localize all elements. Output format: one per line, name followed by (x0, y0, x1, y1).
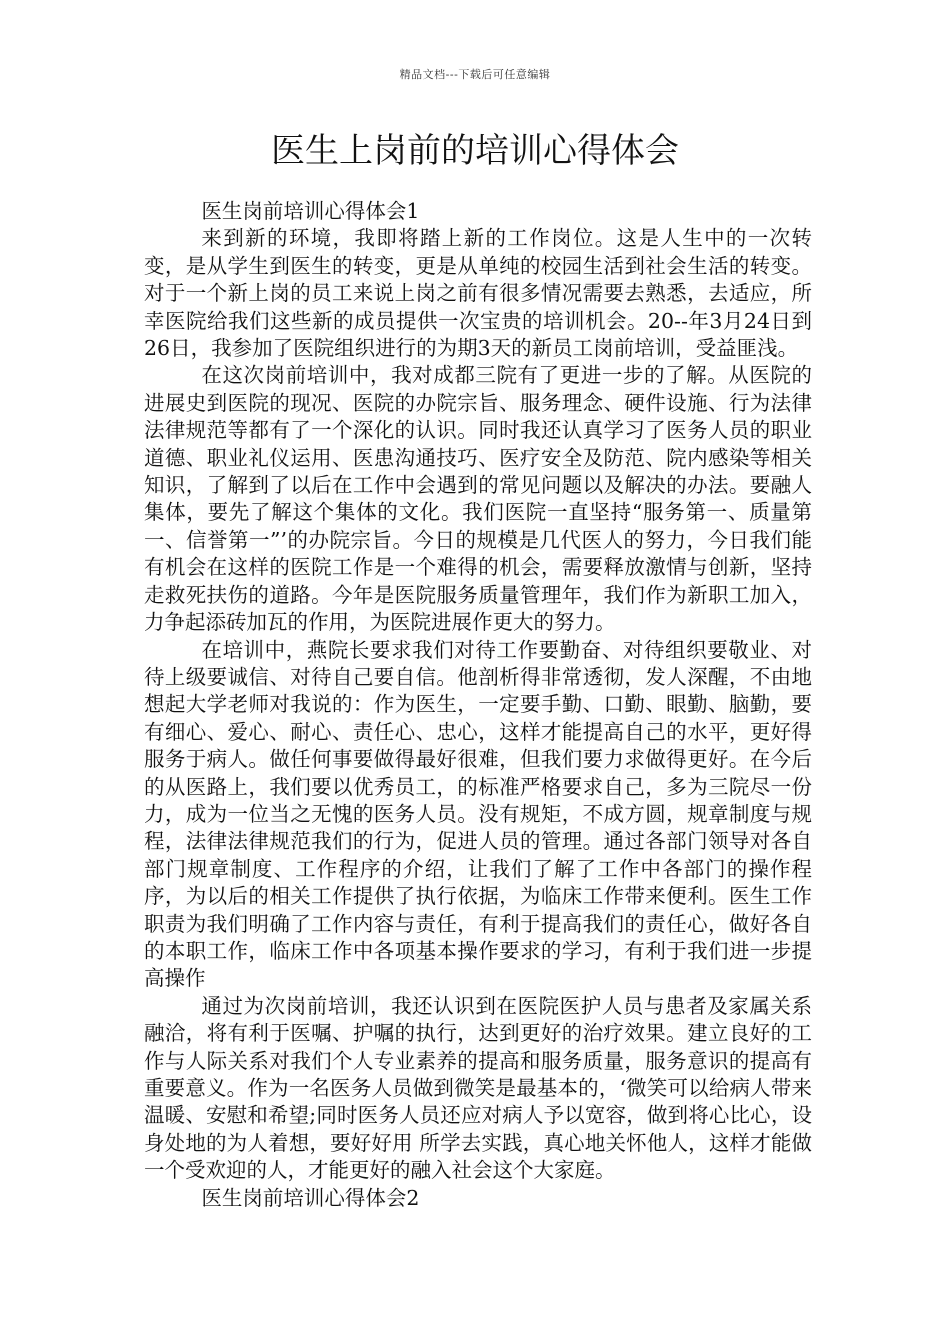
section-heading-1: 医生岗前培训心得体会1 (201, 199, 420, 223)
section-heading-2: 医生岗前培训心得体会2 (201, 1185, 420, 1210)
document-body (144, 198, 812, 1212)
paragraph-4: 通过为次岗前培训，我还认识到在医院医护人员与患者及家属关系融洽，将有利于医嘱、护嘱的执行，达到更好的治疗效果。建立良好的工作与人际关系对我们个人专业素养的提高和服务质量，服务意识的提高有重要意义。作为一名医务人员做到微笑是最基本的，‘微笑可以给病人带来温暖、安慰和希望;同时医务人员还应对病人予以宽容，做到将心比心，设身处地的为人着想，要好好用 所学去实践，真心地关怀他人，这样才能做一个受欢迎的人，才能更好的融入社会这个大家庭。 (144, 993, 812, 1183)
header-note: 精品文档---下载后可任意编辑 (399, 68, 551, 81)
paragraph-3: 在培训中，燕院长要求我们对待工作要勤奋、对待组织要敬业、对待上级要诚信、对待自己要自信。他剖析得非常透彻，发人深醒，不由地想起大学老师对我说的：作为医生，一定要手勤、口勤、眼勤、脑勤，要有细心、爱心、耐心、责任心、忠心，这样才能提高自己的水平，更好得服务于病人。做任何事要做得最好很难，但我们要力求做得更好。在今后的从医路上，我们要以优秀员工，的标准严格要求自己，多为三院尽一份力，成为一位当之无愧的医务人员。没有规矩，不成方圆，规章制度与规程，法律法律规范我们的行为，促进人员的管理。通过各部门领导对各自部门规章制度、工作程序的介绍，让我们了解了工作中各部门的操作程序，为以后的相关工作提供了执行依据，为临床工作带来便利。医生工作职责为我们明确了工作内容与责任，有利于提高我们的责任心，做好各自的本职工作，临床工作中各项基本操作要求的学习，有利于我们进一步提高操作 (144, 637, 812, 991)
document-title: 医生上岗前的培训心得体会 (271, 131, 679, 171)
paragraph-1: 来到新的环境，我即将踏上新的工作岗位。这是人生中的一次转变，是从学生到医生的转变，更是从单纯的校园生活到社会生活的转变。对于一个新上岗的员工来说上岗之前有很多情况需要去熟悉，去适应，所幸医院给我们这些新的成员提供一次宝贵的培训机会。20--年3月24日到26日，我参加了医院组织进行的为期3天的新员工岗前培训，受益匪浅。 (144, 226, 812, 361)
paragraph-2: 在这次岗前培训中，我对成都三院有了更进一步的了解。从医院的进展史到医院的现况、医院的办院宗旨、服务理念、硬件设施、行为法律法律规范等都有了一个深化的认识。同时我还认真学习了医务人员的职业道德、职业礼仪运用、医患沟通技巧、医疗安全及防范、院内感染等相关知识，了解到了以后在工作中会遇到的常见问题以及解决的办法。要融人集体，要先了解这个集体的文化。我们医院一直坚持“服务第一、质量第一、信誉第一”’的办院宗旨。今日的规模是几代医人的努力，今日我们能有机会在这样的医院工作是一个难得的机会，需要释放激情与创新，坚持走救死扶伤的道路。今年是医院服务质量管理年，我们作为新职工加入，力争起添砖加瓦的作用，为医院进展作更大的努力。 (144, 363, 812, 635)
